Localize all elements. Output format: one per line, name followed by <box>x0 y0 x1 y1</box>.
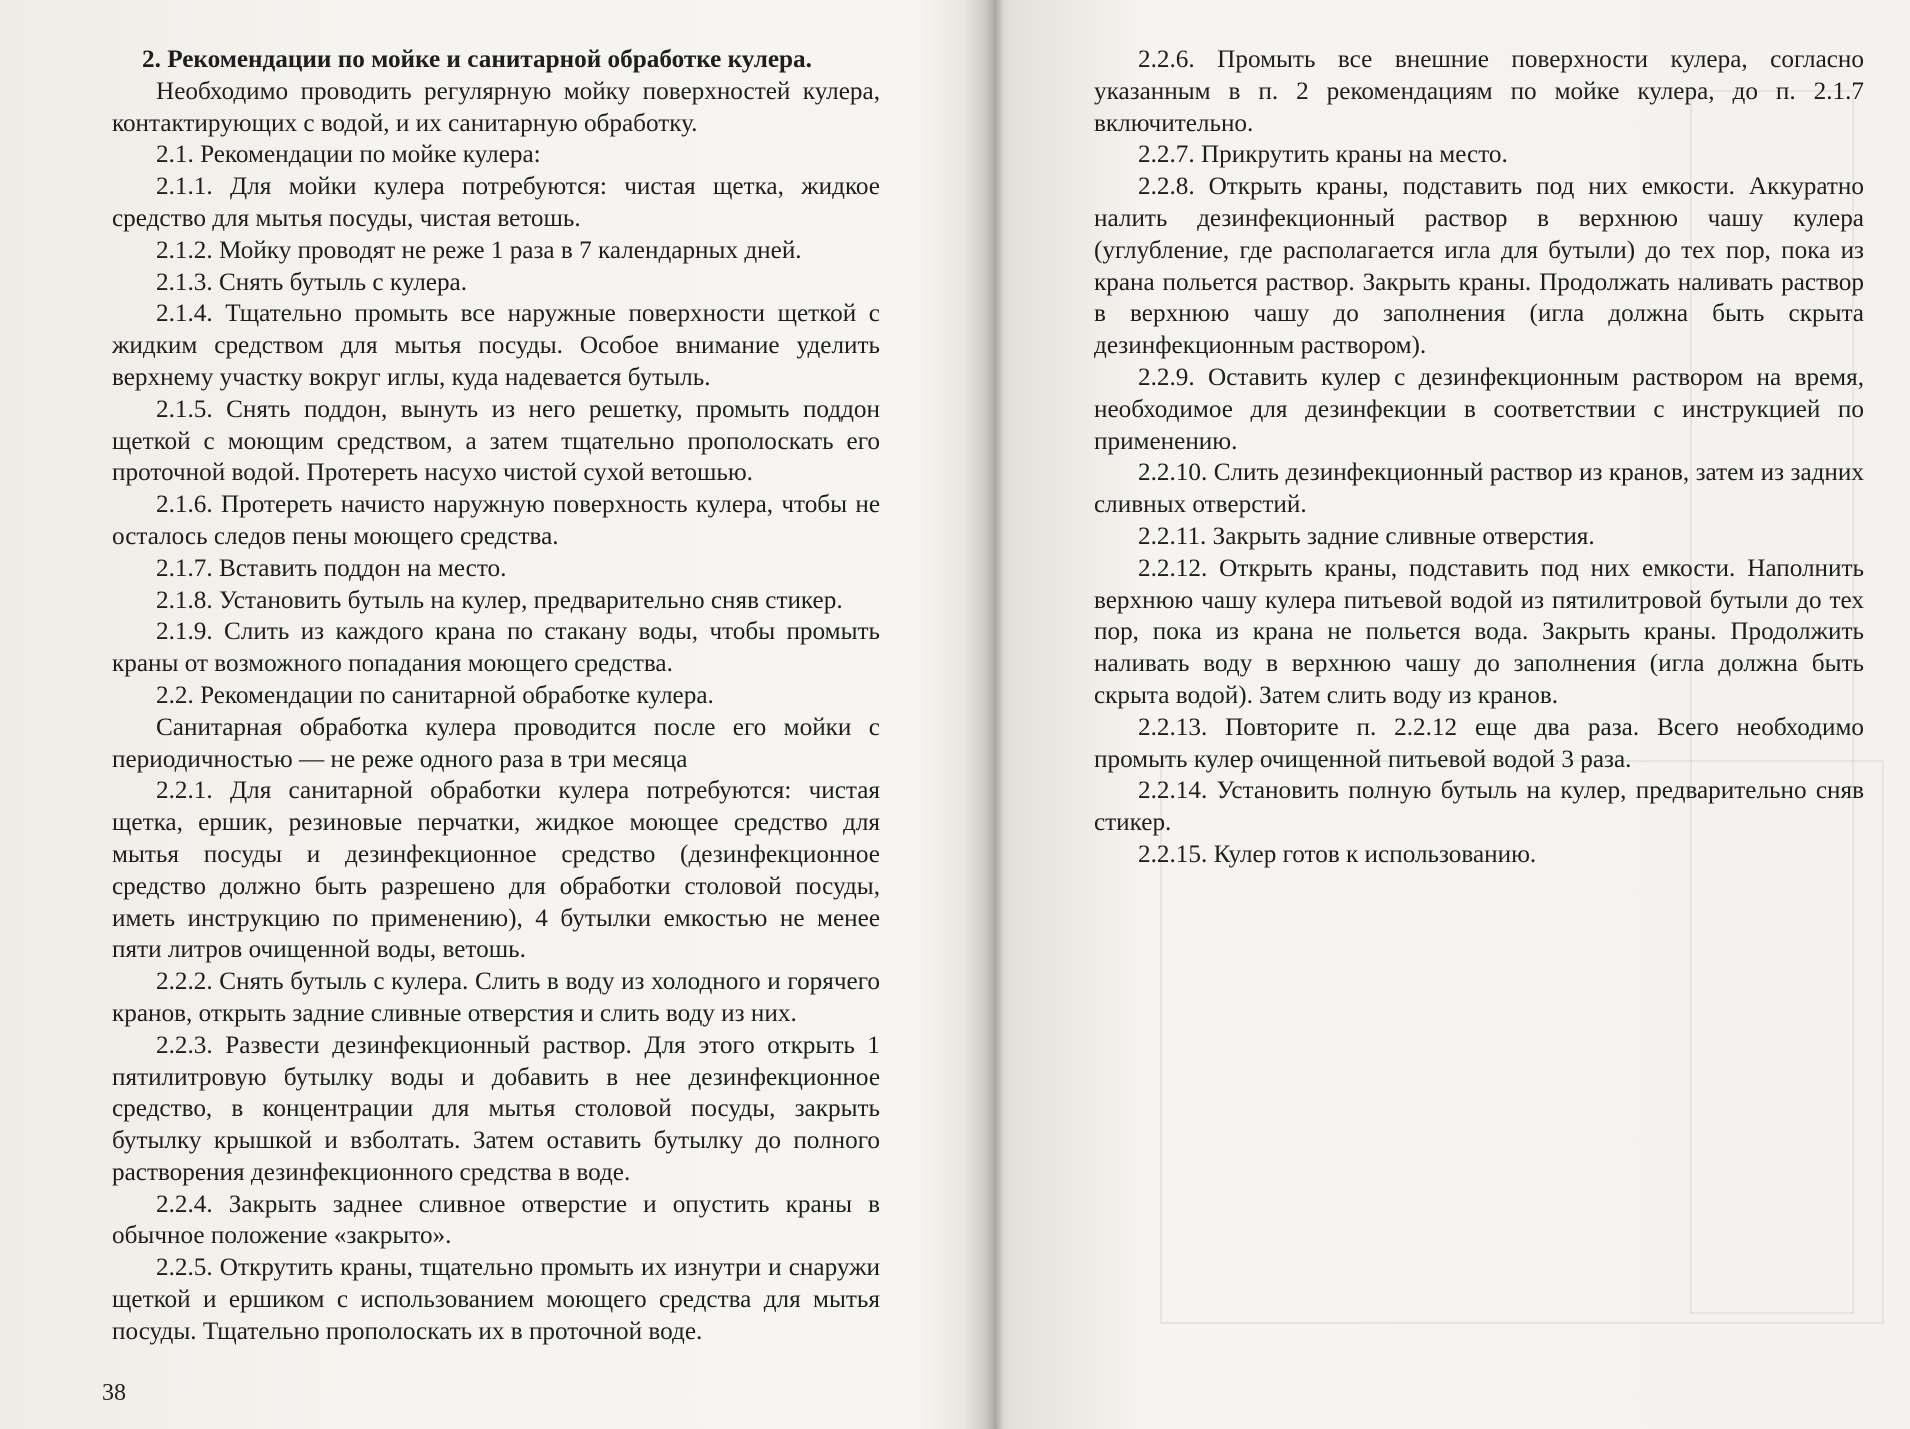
paragraph: 2.1.9. Слить из каждого крана по стакану воды, чтобы промыть краны от возможного попадания моющего средства. <box>112 618 880 678</box>
page-number: 38 <box>102 1380 126 1406</box>
paragraph: 2.2.7. Прикрутить краны на место. <box>1138 141 1508 169</box>
paragraph: Санитарная обработка кулера проводится после его мойки с периодичностью — не реже одного раза в три месяца <box>112 713 880 773</box>
paragraph: 2.2.15. Кулер готов к использованию. <box>1138 840 1537 868</box>
paragraph: 2.2.4. Закрыть заднее сливное отверстие и опустить краны в обычное положение «закрыто». <box>112 1190 880 1250</box>
paragraph: Необходимо проводить регулярную мойку поверхностей кулера, контактирующих с водой, и их санитарную обработку. <box>112 77 880 137</box>
paragraph: 2.1.8. Установить бутыль на кулер, предварительно сняв стикер. <box>156 586 843 614</box>
paragraph: 2.2.1. Для санитарной обработки кулера потребуются: чистая щетка, ершик, резиновые перчатки, жидкое моющее средство для мытья посуды и дезинфекционное средство (дезинфекционное средство должно быть разрешено для обработки столовой посуды, иметь инструкцию по применению), 4 бутылки емкостью не менее пяти литров очищенной воды, ветошь. <box>112 777 880 964</box>
paragraph: 2.1.5. Снять поддон, вынуть из него решетку, промыть поддон щеткой с моющим средством, а затем тщательно прополоскать его проточной водой. Протереть насухо чистой сухой ветошью. <box>112 395 880 487</box>
paragraph: 2.1.1. Для мойки кулера потребуются: чистая щетка, жидкое средство для мытья посуды, чистая ветошь. <box>112 173 880 232</box>
paragraph: 2.2.10. Слить дезинфекционный раствор из кранов, затем из задних сливных отверстий. <box>1094 459 1864 519</box>
paragraph: 2.1.3. Снять бутыль с кулера. <box>156 268 468 296</box>
right-text-column <box>1094 44 1864 871</box>
paragraph: 2.2.14. Установить полную бутыль на кулер, предварительно сняв стикер. <box>1094 777 1864 837</box>
paragraph: 2.2.8. Открыть краны, подставить под них емкости. Аккуратно налить дезинфекционный раствор в верхнюю чашу кулера (углубление, где располагается игла для бутыли) до тех пор, пока из крана польется раствор. Закрыть краны. Продолжать наливать раствор в верхнюю чашу до заполнения (игла должна быть скрыта дезинфекционным раствором). <box>1094 173 1864 360</box>
left-text-column <box>112 44 880 1348</box>
paragraph: 2.2.13. Повторите п. 2.2.12 еще два раза. Всего необходимо промыть кулер очищенной питьевой водой 3 раза. <box>1094 713 1864 773</box>
paragraph: 2.2.11. Закрыть задние сливные отверстия. <box>1138 522 1595 550</box>
paragraph: 2.2.2. Снять бутыль с кулера. Слить в воду из холодного и горячего кранов, открыть задние сливные отверстия и слить воду из них. <box>112 968 880 1027</box>
paragraph: 2.2.12. Открыть краны, подставить под них емкости. Наполнить верхнюю чашу кулера питьевой водой из пятилитровой бутыли до тех пор, пока из крана не польется вода. Закрыть краны. Продолжить наливать воду в верхнюю чашу до заполнения (игла должна быть скрыта водой). Затем слить воду из кранов. <box>1094 554 1864 709</box>
paragraph: 2.2.6. Промыть все внешние поверхности кулера, согласно указанным в п. 2 рекомендациям по мойке кулера, до п. 2.1.7 включительно. <box>1094 46 1864 137</box>
paragraph: 2.1.4. Тщательно промыть все наружные поверхности щеткой с жидким средством для мытья посуды. Особое внимание уделить верхнему участку вокруг иглы, куда надевается бутыль. <box>112 300 880 391</box>
paragraph: 2.2.3. Развести дезинфекционный раствор. Для этого открыть 1 пятилитровую бутылку воды и добавить в нее дезинфекционное средство, в концентрации для мытья столовой посуды, закрыть бутылку крышкой и взболтать. Затем оставить бутылку до полного растворения дезинфекционного средства в воде. <box>112 1031 880 1186</box>
paragraph: 2.1. Рекомендации по мойке кулера: <box>156 141 541 169</box>
paragraph: 2.1.2. Мойку проводят не реже 1 раза в 7 календарных дней. <box>156 236 802 264</box>
paragraph: 2.2. Рекомендации по санитарной обработке кулера. <box>156 681 714 709</box>
paragraph: 2.2.5. Открутить краны, тщательно промыть их изнутри и снаружи щеткой и ершиком с использованием моющего средства для мытья посуды. Тщательно прополоскать их в проточной воде. <box>112 1254 880 1345</box>
right-page <box>1000 0 1910 1429</box>
paragraph: 2.1.7. Вставить поддон на место. <box>156 554 507 582</box>
section-heading: 2. Рекомендации по мойке и санитарной обработке кулера. <box>142 46 812 73</box>
paragraph: 2.2.9. Оставить кулер с дезинфекционным раствором на время, необходимое для дезинфекции в соответствии с инструкцией по применению. <box>1094 363 1864 455</box>
paragraph: 2.1.6. Протереть начисто наружную поверхность кулера, чтобы не осталось следов пены моющего средства. <box>112 491 880 550</box>
